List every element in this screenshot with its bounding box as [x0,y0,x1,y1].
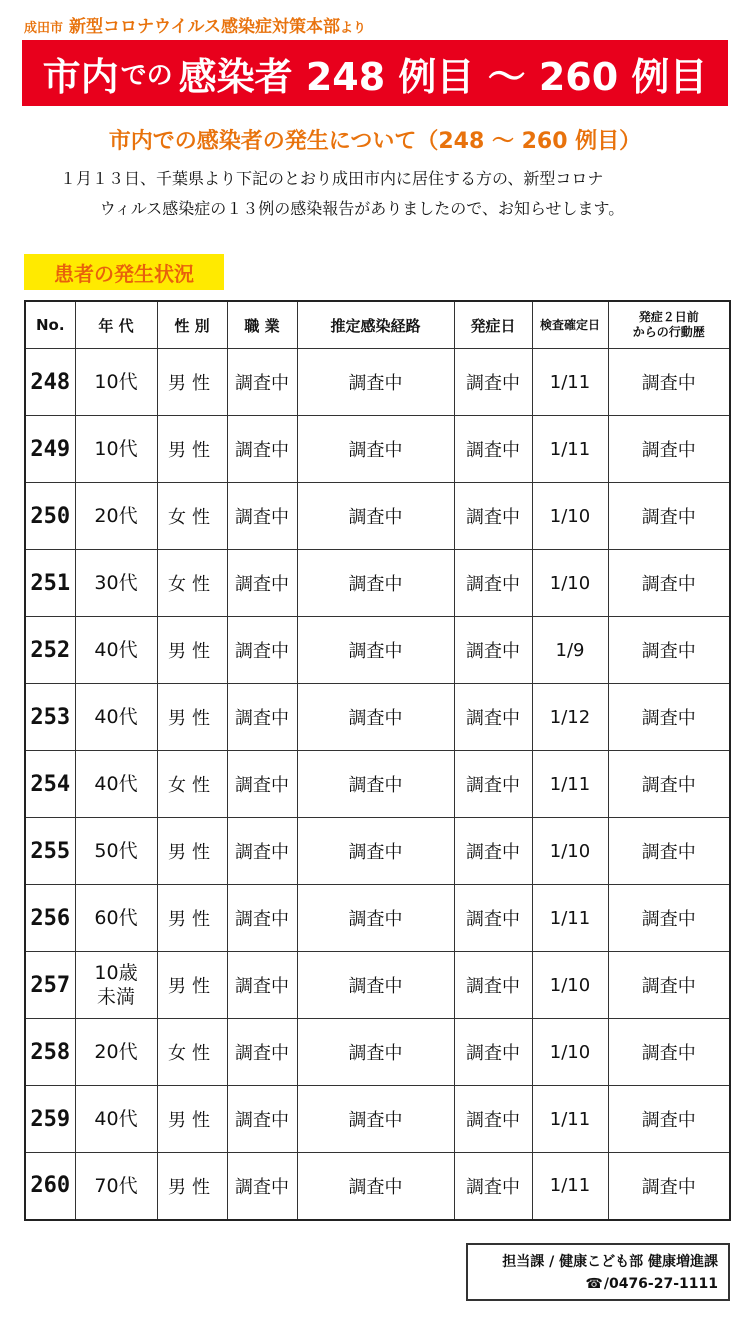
cell-route: 調査中 [297,1086,454,1153]
cell-onset: 調査中 [454,416,532,483]
cell-age [75,952,157,1019]
cell-age-line2: 未満 [96,986,135,1008]
cell-history: 調査中 [608,1153,730,1220]
col-no: No. [25,301,75,349]
cell-age: 10代 [75,349,157,416]
cell-job: 調査中 [227,1086,297,1153]
cell-no: 259 [25,1086,75,1153]
cell-job: 調査中 [227,684,297,751]
cell-age: 50代 [75,818,157,885]
cell-age: 20代 [75,1019,157,1086]
col-onset: 発症日 [454,301,532,349]
cell-confirmed: 1/11 [532,349,608,416]
cell-route: 調査中 [297,416,454,483]
cell-no: 248 [25,349,75,416]
cell-sex: 男性 [157,617,227,684]
col-sex: 性 別 [157,301,227,349]
cell-sex: 男性 [157,416,227,483]
cell-sex: 男性 [157,1086,227,1153]
cell-no: 256 [25,885,75,952]
cell-history: 調査中 [608,483,730,550]
cell-history: 調査中 [608,952,730,1019]
cell-confirmed: 1/10 [532,952,608,1019]
cell-history: 調査中 [608,684,730,751]
table-body [25,349,730,1220]
cell-age: 60代 [75,885,157,952]
cell-history: 調査中 [608,550,730,617]
cell-confirmed: 1/10 [532,1019,608,1086]
cell-confirmed: 1/11 [532,1153,608,1220]
cell-sex: 女性 [157,1019,227,1086]
contact-dept: 担当課 / 健康こども部 健康増進課 [502,1254,718,1270]
cell-sex: 女性 [157,550,227,617]
table-row [25,952,730,1019]
cell-job: 調査中 [227,550,297,617]
table-row [25,617,730,684]
banner-part3: 感染者 248 例目 ～ 260 例目 [178,54,708,99]
table-row [25,483,730,550]
cell-confirmed: 1/11 [532,885,608,952]
phone-icon: ☎ [585,1276,603,1292]
table-header-row [25,301,730,349]
cell-history: 調査中 [608,885,730,952]
cell-route: 調査中 [297,751,454,818]
banner-part1: 市内 [42,54,119,99]
table-row [25,416,730,483]
intro-line-1: １月１３日、千葉県より下記のとおり成田市内に居住する方の、新型コロナ [60,169,604,188]
cell-no: 252 [25,617,75,684]
cell-route: 調査中 [297,684,454,751]
cell-route: 調査中 [297,1019,454,1086]
cell-history: 調査中 [608,416,730,483]
cell-confirmed: 1/9 [532,617,608,684]
intro-line-2: ウィルス感染症の１３例の感染報告がありましたので、お知らせします。 [99,199,625,218]
cell-onset: 調査中 [454,1019,532,1086]
cell-sex: 男性 [157,818,227,885]
cell-history: 調査中 [608,1019,730,1086]
cell-route: 調査中 [297,952,454,1019]
header-suffix: より [340,21,367,36]
table-row [25,818,730,885]
cell-age: 70代 [75,1153,157,1220]
cell-history: 調査中 [608,818,730,885]
cell-sex: 男性 [157,885,227,952]
cell-sex: 男性 [157,1153,227,1220]
cell-onset: 調査中 [454,885,532,952]
cell-job: 調査中 [227,885,297,952]
contact-phone-line [468,1273,718,1295]
cell-onset: 調査中 [454,349,532,416]
cell-route: 調査中 [297,349,454,416]
cell-onset: 調査中 [454,617,532,684]
col-history [608,301,730,349]
title-banner [22,40,728,106]
cell-no: 253 [25,684,75,751]
table-row [25,349,730,416]
patient-table [24,300,731,1221]
cell-no: 250 [25,483,75,550]
cell-sex: 女性 [157,751,227,818]
table-row [25,885,730,952]
cell-age: 10代 [75,416,157,483]
cell-confirmed: 1/10 [532,550,608,617]
col-age: 年 代 [75,301,157,349]
cell-route: 調査中 [297,885,454,952]
cell-route: 調査中 [297,550,454,617]
cell-onset: 調査中 [454,1153,532,1220]
cell-no: 257 [25,952,75,1019]
table-row [25,550,730,617]
table-row [25,1019,730,1086]
cell-confirmed: 1/11 [532,751,608,818]
cell-confirmed: 1/12 [532,684,608,751]
cell-job: 調査中 [227,617,297,684]
cell-history: 調査中 [608,1086,730,1153]
cell-onset: 調査中 [454,952,532,1019]
cell-history: 調査中 [608,349,730,416]
cell-onset: 調査中 [454,818,532,885]
intro-text [60,164,700,224]
cell-job: 調査中 [227,952,297,1019]
cell-age: 40代 [75,751,157,818]
cell-onset: 調査中 [454,684,532,751]
cell-onset: 調査中 [454,1086,532,1153]
table-row [25,1086,730,1153]
cell-onset: 調査中 [454,483,532,550]
header-line [24,12,366,37]
cell-sex: 男性 [157,349,227,416]
header-city: 成田市 [24,21,64,36]
cell-confirmed: 1/11 [532,1086,608,1153]
cell-age: 20代 [75,483,157,550]
table-row [25,684,730,751]
header-dept: 新型コロナウイルス感染症対策本部 [69,17,340,37]
section-label: 患者の発生状況 [24,254,224,290]
cell-history: 調査中 [608,751,730,818]
cell-onset: 調査中 [454,550,532,617]
cell-route: 調査中 [297,1153,454,1220]
cell-no: 260 [25,1153,75,1220]
cell-confirmed: 1/10 [532,483,608,550]
cell-job: 調査中 [227,349,297,416]
col-confirmed: 検査確定日 [532,301,608,349]
cell-history: 調査中 [608,617,730,684]
cell-no: 251 [25,550,75,617]
cell-age-line1: 10歳 [94,962,138,984]
col-history-line1: 発症２日前 [638,310,699,324]
cell-job: 調査中 [227,483,297,550]
cell-onset: 調査中 [454,751,532,818]
cell-confirmed: 1/11 [532,416,608,483]
cell-age: 40代 [75,684,157,751]
cell-confirmed: 1/10 [532,818,608,885]
col-job: 職 業 [227,301,297,349]
cell-job: 調査中 [227,818,297,885]
cell-route: 調査中 [297,483,454,550]
col-route: 推定感染経路 [297,301,454,349]
cell-age: 30代 [75,550,157,617]
banner-part2: での [120,60,173,91]
cell-no: 258 [25,1019,75,1086]
table-row [25,1153,730,1220]
contact-phone: /0476-27-1111 [603,1276,718,1292]
cell-job: 調査中 [227,751,297,818]
cell-sex: 女性 [157,483,227,550]
cell-job: 調査中 [227,1019,297,1086]
cell-job: 調査中 [227,416,297,483]
cell-sex: 男性 [157,684,227,751]
table-row [25,751,730,818]
cell-job: 調査中 [227,1153,297,1220]
cell-no: 254 [25,751,75,818]
cell-no: 255 [25,818,75,885]
cell-age: 40代 [75,1086,157,1153]
cell-age: 40代 [75,617,157,684]
cell-sex: 男性 [157,952,227,1019]
contact-box [466,1243,730,1301]
cell-route: 調査中 [297,617,454,684]
cell-route: 調査中 [297,818,454,885]
cell-no: 249 [25,416,75,483]
page-subtitle: 市内での感染者の発生について（248 ～ 260 例目） [108,129,642,154]
col-history-line2: からの行動歴 [632,325,705,339]
